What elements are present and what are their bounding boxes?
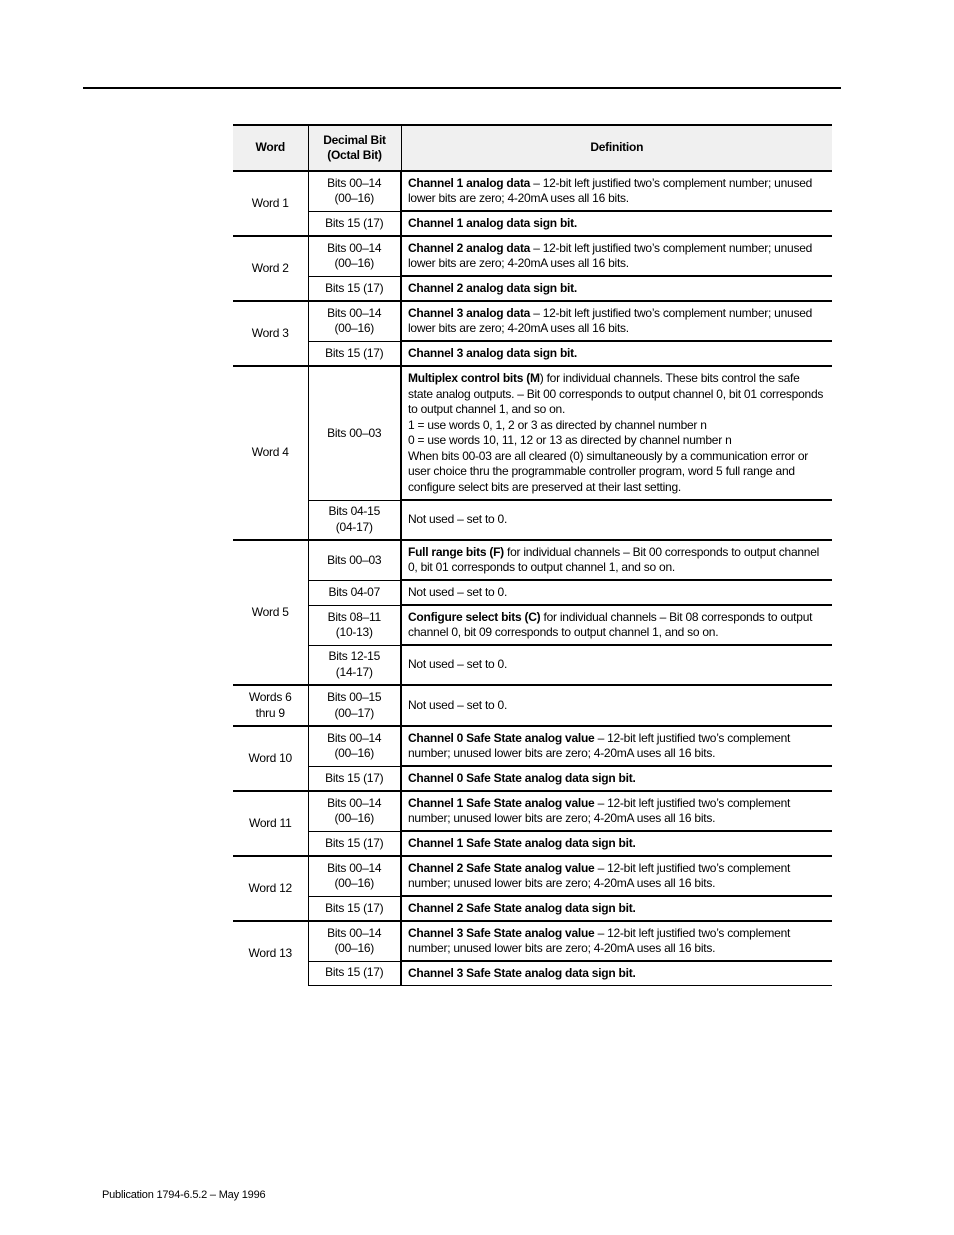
definition-title: Channel 3 analog data sign bit.: [408, 345, 577, 360]
bits-cell: Bits 15 (17): [308, 766, 401, 791]
header-definition: Definition: [401, 125, 832, 171]
table-row: [233, 921, 832, 961]
publication-footer: Publication 1794-6.5.2 – May 1996: [102, 1189, 266, 1201]
definition-title: Channel 3 Safe State analog value: [408, 925, 595, 940]
definition-text: Not used – set to 0.: [408, 584, 508, 599]
definition-cell: [401, 921, 832, 961]
definition-cell: [401, 726, 832, 766]
table-row: [233, 540, 832, 580]
word-cell: Word 13: [233, 921, 308, 985]
bit-definition-table: [233, 124, 832, 986]
word-cell: Word 2: [233, 236, 308, 301]
bits-cell: Bits 15 (17): [308, 341, 401, 366]
bits-cell: Bits 00–03: [308, 540, 401, 580]
bits-cell: Bits 00–14 (00–16): [308, 791, 401, 831]
top-rule: [83, 87, 841, 89]
table-row: [233, 500, 832, 540]
bits-cell: Bits 00–14 (00–16): [308, 726, 401, 766]
header-bits: Decimal Bit (Octal Bit): [308, 125, 401, 171]
definition-text: – 12-bit left justified two’s complement number; unused lower bits are zero; 4-20mA uses all 16 bits.: [408, 925, 791, 955]
bits-cell: Bits 04-07: [308, 580, 401, 605]
definition-title: Configure select bits (C): [408, 609, 541, 624]
definition-cell: [401, 211, 832, 236]
table-row: [233, 276, 832, 301]
definition-cell: [401, 766, 832, 791]
bits-cell: Bits 00–14 (00–16): [308, 301, 401, 341]
definition-cell: [401, 500, 832, 540]
table-row: [233, 605, 832, 645]
definition-text: Not used – set to 0.: [408, 697, 508, 712]
definition-text: – 12-bit left justified two’s complement number; unused lower bits are zero; 4-20mA uses all 16 bits.: [408, 795, 791, 825]
table-row: [233, 341, 832, 366]
definition-title: Channel 0 Safe State analog data sign bit.: [408, 770, 636, 785]
definition-title: Channel 1 Safe State analog value: [408, 795, 595, 810]
definition-cell: [401, 645, 832, 685]
table-row: [233, 896, 832, 921]
definition-title: Channel 2 Safe State analog data sign bit.: [408, 900, 636, 915]
definition-text: – 12-bit left justified two’s complement number; unused lower bits are zero; 4-20mA uses all 16 bits.: [408, 305, 813, 335]
definition-text: – 12-bit left justified two’s complement number; unused lower bits are zero; 4-20mA uses all 16 bits.: [408, 730, 791, 760]
word-cell: Words 6 thru 9: [233, 685, 308, 726]
definition-cell: [401, 341, 832, 366]
definition-title: Channel 3 analog data: [408, 305, 531, 320]
table-row: [233, 766, 832, 791]
table-row: [233, 961, 832, 985]
definition-cell: [401, 580, 832, 605]
bits-cell: Bits 15 (17): [308, 211, 401, 236]
definition-cell: [401, 831, 832, 856]
bits-cell: Bits 15 (17): [308, 896, 401, 921]
word-cell: Word 4: [233, 366, 308, 540]
bits-cell: Bits 00–14 (00–16): [308, 236, 401, 276]
bits-cell: Bits 00–14 (00–16): [308, 856, 401, 896]
table-row: [233, 726, 832, 766]
definition-cell: [401, 540, 832, 580]
table-row: [233, 580, 832, 605]
definition-title: Channel 1 analog data sign bit.: [408, 215, 577, 230]
definition-title: Channel 2 analog data sign bit.: [408, 280, 577, 295]
word-cell: Word 5: [233, 540, 308, 685]
definition-title: Channel 1 Safe State analog data sign bit.: [408, 835, 636, 850]
word-cell: Word 3: [233, 301, 308, 366]
bits-cell: Bits 15 (17): [308, 276, 401, 301]
bits-cell: Bits 15 (17): [308, 831, 401, 856]
bits-cell: Bits 00–15 (00–17): [308, 685, 401, 726]
word-cell: Word 1: [233, 171, 308, 236]
definition-cell: [401, 791, 832, 831]
table-row: [233, 645, 832, 685]
definition-text: – 12-bit left justified two’s complement number; unused lower bits are zero; 4-20mA uses all 16 bits.: [408, 240, 813, 270]
definition-title: Channel 1 analog data: [408, 175, 531, 190]
definition-title: Channel 2 Safe State analog value: [408, 860, 595, 875]
table-row: [233, 171, 832, 211]
definition-text: ) for individual channels. These bits control the safe state analog outputs. – Bit 00 corresponds to output channel 0, bit 01 corresponds to output channel 1, and so on. 1 = use words 0, 1, 2 or 3 as directed by channel number n 0 = use words 10, 11, 12 or 13 as directed by channel number n When bits 00-03 are all cleared (0) simultaneously by a communication error or user choice thru the programmable controller program, word 5 full range and configure select bits are preserved at their last setting.: [408, 371, 824, 494]
bits-cell: Bits 04-15 (04-17): [308, 500, 401, 540]
table-row: [233, 791, 832, 831]
definition-title: Multiplex control bits (M: [408, 371, 540, 385]
definition-cell: [401, 366, 832, 500]
table-row: [233, 211, 832, 236]
definition-cell: [401, 236, 832, 276]
definition-cell: [401, 301, 832, 341]
definition-text: for individual channels – Bit 00 corresponds to output channel 0, bit 01 corresponds to output channel 1, and so on.: [408, 544, 820, 574]
table-row: [233, 685, 832, 726]
definition-cell: [401, 605, 832, 645]
definition-cell: [401, 896, 832, 921]
table-row: [233, 366, 832, 500]
table-row: [233, 831, 832, 856]
definition-cell: [401, 276, 832, 301]
definition-title: Channel 3 Safe State analog data sign bit.: [408, 965, 636, 980]
bits-cell: Bits 00–14 (00–16): [308, 921, 401, 961]
definition-cell: [401, 685, 832, 726]
definition-cell: [401, 961, 832, 985]
table-row: [233, 856, 832, 896]
definition-text: Not used – set to 0.: [408, 657, 508, 672]
definition-text: – 12-bit left justified two’s complement number; unused lower bits are zero; 4-20mA uses all 16 bits.: [408, 860, 791, 890]
table-row: [233, 301, 832, 341]
table-body: [233, 171, 832, 985]
bits-cell: Bits 15 (17): [308, 961, 401, 985]
word-cell: Word 11: [233, 791, 308, 856]
definition-title: Channel 0 Safe State analog value: [408, 730, 595, 745]
bits-cell: Bits 08–11 (10-13): [308, 605, 401, 645]
definition-cell: [401, 171, 832, 211]
definition-cell: [401, 856, 832, 896]
definition-title: Channel 2 analog data: [408, 240, 531, 255]
definition-text: – 12-bit left justified two’s complement number; unused lower bits are zero; 4-20mA uses all 16 bits.: [408, 175, 813, 205]
definition-text: Not used – set to 0.: [408, 512, 508, 527]
bits-cell: Bits 12-15 (14-17): [308, 645, 401, 685]
definition-title: Full range bits (F): [408, 544, 504, 559]
bits-cell: Bits 00–14 (00–16): [308, 171, 401, 211]
word-cell: Word 12: [233, 856, 308, 921]
table-header-row: [233, 125, 832, 171]
definition-text: for individual channels – Bit 08 corresponds to output channel 0, bit 09 corresponds to output channel 1, and so on.: [408, 609, 813, 639]
word-cell: Word 10: [233, 726, 308, 791]
table-row: [233, 236, 832, 276]
header-word: Word: [233, 125, 308, 171]
bits-cell: Bits 00–03: [308, 366, 401, 500]
